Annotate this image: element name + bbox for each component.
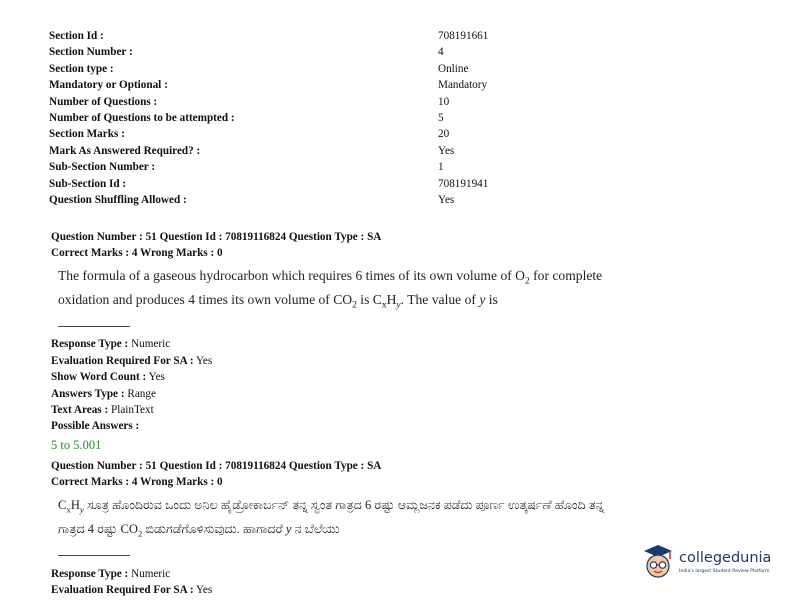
question-marks: Correct Marks : 4 Wrong Marks : 0 xyxy=(51,247,223,259)
info-label: Question Shuffling Allowed : xyxy=(49,193,187,206)
info-value: 5 xyxy=(438,111,444,124)
info-value: 20 xyxy=(438,128,450,141)
question-marks: Correct Marks : 4 Wrong Marks : 0 xyxy=(51,476,223,488)
question-block-english xyxy=(51,229,611,454)
question-meta xyxy=(51,336,611,434)
meta-row: Text Areas : PlainText xyxy=(51,404,154,417)
info-row xyxy=(49,192,569,208)
meta-row: Evaluation Required For SA : Yes xyxy=(51,584,213,597)
info-value: 1 xyxy=(438,161,444,174)
info-value: 708191661 xyxy=(438,30,489,42)
info-row xyxy=(49,143,569,159)
info-row xyxy=(49,126,569,142)
question-meta xyxy=(51,566,611,599)
answer-blank xyxy=(58,316,130,327)
meta-row: Response Type : Numeric xyxy=(51,568,171,581)
info-label: Sub-Section Id : xyxy=(49,177,127,190)
info-row xyxy=(49,110,569,126)
possible-answer: 5 to 5.001 xyxy=(51,437,102,452)
collegedunia-logo xyxy=(640,542,780,582)
info-label: Section Number : xyxy=(49,46,133,59)
info-label: Section Id : xyxy=(49,30,104,42)
meta-row: Evaluation Required For SA : Yes xyxy=(51,354,213,367)
info-label: Sub-Section Number : xyxy=(49,161,156,174)
info-value: 4 xyxy=(438,46,444,59)
answer-blank xyxy=(58,545,130,556)
info-value: Yes xyxy=(438,193,455,206)
info-label: Number of Questions to be attempted : xyxy=(49,111,235,124)
meta-row: Show Word Count : Yes xyxy=(51,371,165,384)
question-block-kannada xyxy=(51,458,611,599)
graduate-mascot-icon xyxy=(640,542,676,582)
meta-row: Response Type : Numeric xyxy=(51,338,171,351)
info-label: Section Marks : xyxy=(49,128,125,141)
section-info xyxy=(49,28,569,208)
meta-row: Possible Answers : xyxy=(51,420,140,433)
question-text: The formula of a gaseous hydrocarbon which requires 6 times of its own volume of $O_2$ for complete oxidation and produces 4 times its own volume of $CO_2$ is $C_xH_y$. The value of y is xyxy=(58,267,611,332)
info-row xyxy=(49,77,569,93)
info-row xyxy=(49,44,569,60)
meta-row: Answers Type : Range xyxy=(51,387,156,400)
info-row xyxy=(49,28,569,44)
question-header: Question Number : 51 Question Id : 70819116824 Question Type : SA xyxy=(51,460,382,472)
question-text: $C_xH_y$ ಸೂತ್ರ ಹೊಂದಿರುವ ಒಂದು ಅನಿಲ ಹೈಡ್ರೋಕಾರ್ಬನ್ ತನ್ನ ಸ್ವಂತ ಗಾತ್ರದ 6 ರಷ್ಟು ಆಮ್ಲಜನಕ ಪಡೆದು ಪೂರ್ಣ ಉತ್ಕರ್ಷಣೆ ಹೊಂದಿ ತನ್ನ ಗಾತ್ರದ 4 ರಷ್ಟು $CO_2$ ಬಿಡುಗಡೆಗೊಳಿಸುವುದು. ಹಾಗಾದರೆ y ನ ಬೆಲೆಯು xyxy=(58,496,611,562)
logo-name: collegedunia xyxy=(679,550,772,566)
info-label: Mandatory or Optional : xyxy=(49,79,168,92)
info-value: 708191941 xyxy=(438,177,489,190)
question-header: Question Number : 51 Question Id : 70819116824 Question Type : SA xyxy=(51,231,382,243)
info-row xyxy=(49,61,569,77)
info-value: Online xyxy=(438,62,469,75)
info-label: Section type : xyxy=(49,62,114,75)
info-row xyxy=(49,176,569,192)
info-label: Mark As Answered Required? : xyxy=(49,144,201,157)
info-value: Mandatory xyxy=(438,79,488,92)
info-value: 10 xyxy=(438,95,450,108)
info-row xyxy=(49,94,569,110)
logo-tagline: India's largest Student Review Platform xyxy=(679,569,770,574)
info-value: Yes xyxy=(438,144,455,157)
info-row xyxy=(49,159,569,175)
info-label: Number of Questions : xyxy=(49,95,158,108)
